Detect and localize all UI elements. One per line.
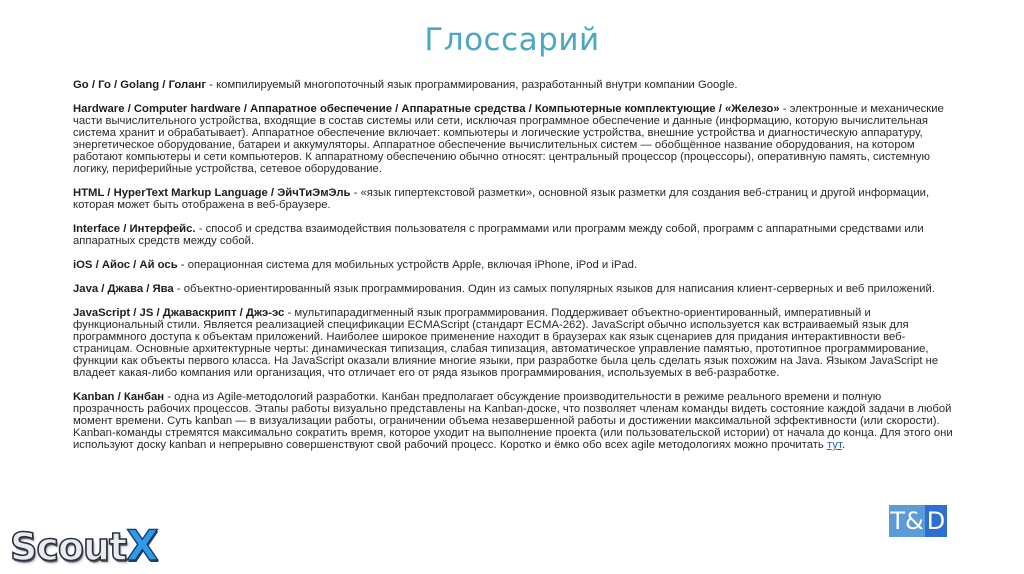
glossary-entry-ios xyxy=(73,259,953,271)
glossary-entry-kanban xyxy=(73,391,953,451)
definition-suffix: . xyxy=(841,439,845,451)
glossary-list xyxy=(73,79,953,463)
term: Interface / Интерфейс. xyxy=(73,223,196,235)
td-logo-right: D xyxy=(926,507,946,535)
definition: - объектно-ориентированный язык программирования. Один из самых популярных языков для написания клиент-серверных и веб приложений. xyxy=(173,283,935,295)
td-logo xyxy=(889,505,947,537)
glossary-entry-html xyxy=(73,187,953,211)
term: Java / Джава / Ява xyxy=(73,283,174,295)
agile-more-link[interactable]: тут xyxy=(826,439,842,451)
scoutx-logo xyxy=(10,521,158,570)
glossary-entry-javascript xyxy=(73,307,953,379)
definition: - способ и средства взаимодействия пользователя с программами или программ между собой, программ с аппаратными средствами или аппаратных средств между собой. xyxy=(73,223,924,247)
term: Hardware / Computer hardware / Аппаратное обеспечение / Аппаратные средства / Компьютерные комплектующие / «Железо» xyxy=(73,103,780,115)
td-logo-left: T& xyxy=(890,507,924,535)
glossary-entry-go xyxy=(73,79,953,91)
term: iOS / Айос / Ай ось xyxy=(73,259,178,271)
scoutx-logo-text: Scout xyxy=(10,525,127,569)
term: Kanban / Канбан xyxy=(73,391,165,403)
slide-title: Глоссарий xyxy=(424,22,600,58)
term: JavaScript / JS / Джаваскрипт / Джэ-эс xyxy=(73,307,285,319)
term: Go / Го / Golang / Голанг xyxy=(73,79,207,91)
scoutx-logo-x: X xyxy=(126,521,158,570)
term: HTML / HyperText Markup Language / ЭйчТиЭмЭль xyxy=(73,187,351,199)
definition: - «язык гипертекстовой разметки», основной язык разметки для создания веб-страниц и другой информации, которая может быть отображена в веб-браузере. xyxy=(73,187,930,211)
glossary-entry-interface xyxy=(73,223,953,247)
definition: - операционная система для мобильных устройств Apple, включая iPhone, iPod и iPad. xyxy=(177,259,638,271)
glossary-entry-hardware xyxy=(73,103,953,175)
glossary-entry-java xyxy=(73,283,953,295)
definition: - компилируемый многопоточный язык программирования, разработанный внутри компании Google. xyxy=(206,79,738,91)
definition: - мультипарадигменный язык программирования. Поддерживает объектно-ориентированный, императивный и функциональный стили. Является реализацией спецификации ECMAScript (стандарт ECMA-262). JavaScript обычно используется как встраиваемый язык для программного доступа к объектам приложений. Наиболее широкое применение находит в браузерах как язык сценариев для придания интерактивности веб-страницам. Основные архитектурные черты: динамическая типизация, слабая типизация, автоматическое управление памятью, прототипное программирование, функции как объекты первого класса. На JavaScript оказали влияние многие языки, при разработке была цель сделать язык похожим на Java. Языком JavaScript не владеет какая-либо компания или организация, что отличает его от ряда языков программирования, используемых в веб-разработке. xyxy=(73,307,939,379)
definition: - одна из Agile-методологий разработки. Канбан предполагает обсуждение производительности в режиме реального времени и полную прозрачность рабочих процессов. Этапы работы визуально представлены на Kanban-доске, что позволяет членам команды видеть состояние каждой задачи в любой момент времени. Суть kanban — в визуализации работы, ограничении объема незавершенной работы и достижении максимальной эффективности (или скорости). Kanban-команды стремятся максимально сократить время, которое уходит на выполнение проекта (или пользовательской истории) от начала до конца. Для этого они используют доску kanban и непрерывно совершенствуют свой рабочий процесс. Коротко и ёмко обо всех agile методологиях можно прочитать xyxy=(73,391,953,451)
definition: - электронные и механические части вычислительного устройства, входящие в состав системы или сети, исключая программное обеспечение и данные (информацию, которую вычислительная система хранит и обрабатывает). Аппаратное обеспечение включает: компьютеры и логические устройства, внешние устройства и диагностическую аппаратуру, энергетическое оборудование, батареи и аккумуляторы. Аппаратное обеспечение вычислительных систем — обобщённое название оборудования, на котором работают компьютеры и сети компьютеров. К аппаратному обеспечению обычно относят: центральный процессор (процессоры), оперативную память, системную логику, периферийные устройства, сетевое оборудование. xyxy=(73,103,944,175)
